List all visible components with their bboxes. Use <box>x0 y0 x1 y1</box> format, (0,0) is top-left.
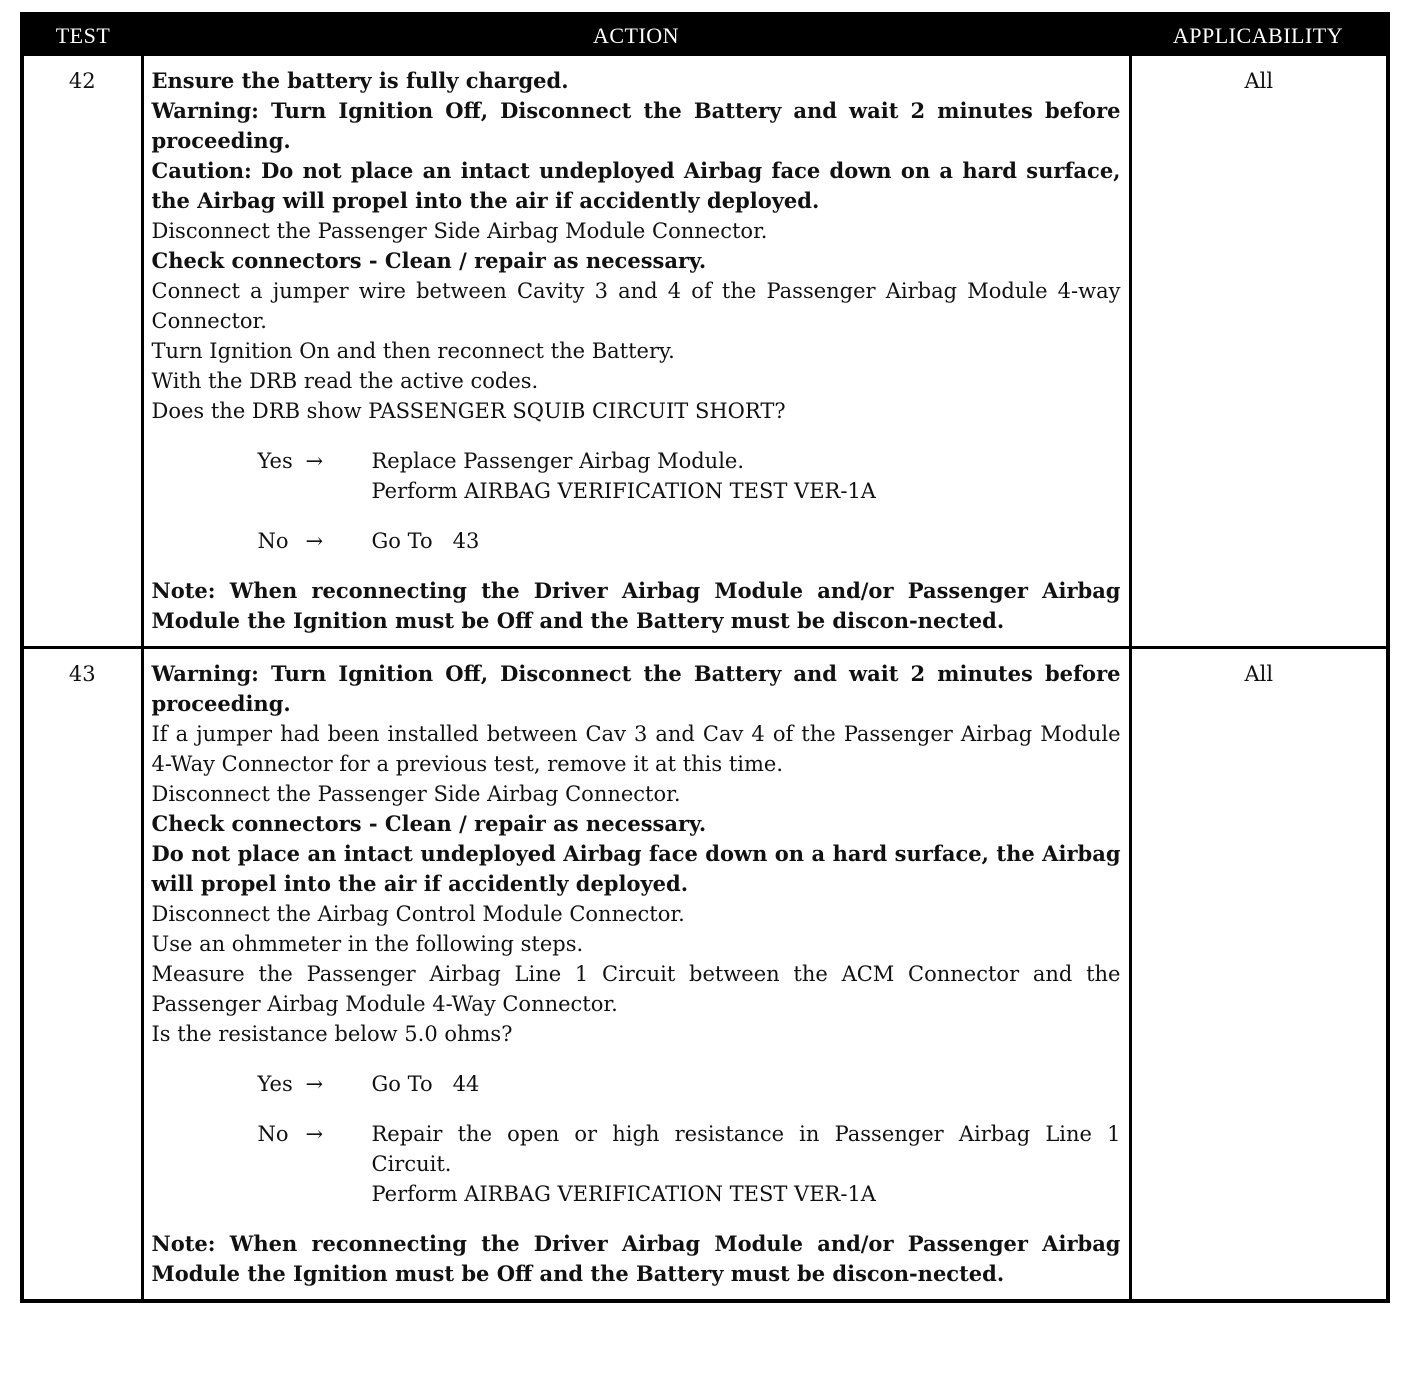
answer-body <box>372 446 1121 506</box>
answer-yes <box>258 1069 1121 1099</box>
action-cell <box>142 648 1130 1302</box>
answer-key: No <box>257 1122 289 1146</box>
action-line: If a jumper had been installed between Cav 3 and Cav 4 of the Passenger Airbag Module 4-Way Connector for a previous test, remove it at this time. <box>151 722 1121 776</box>
arrow-icon: → <box>305 529 324 553</box>
answer-body <box>372 526 1121 556</box>
answer-line: Perform AIRBAG VERIFICATION TEST VER-1A <box>371 1182 876 1206</box>
action-line: Disconnect the Passenger Side Airbag Module Connector. <box>151 219 768 243</box>
test-procedure-table-container <box>20 12 1386 1303</box>
action-line: Ensure the battery is fully charged. <box>151 68 569 93</box>
check-connectors-line: Check connectors - Clean / repair as necessary. <box>151 811 707 836</box>
question-line: Does the DRB show PASSENGER SQUIB CIRCUIT SHORT? <box>151 399 786 423</box>
action-line: Disconnect the Airbag Control Module Connector. <box>151 902 685 926</box>
answer-no <box>258 526 1121 556</box>
applicability-value: All <box>1130 648 1388 1302</box>
question-line: Is the resistance below 5.0 ohms? <box>151 1022 513 1046</box>
arrow-icon: → <box>305 1122 324 1146</box>
note-line: Note: When reconnecting the Driver Airbag Module and/or Passenger Airbag Module the Ignition must be Off and the Battery must be discon-nected. <box>151 578 1121 633</box>
answer-line: Go To 43 <box>371 529 480 553</box>
test-row-43 <box>22 648 1388 1302</box>
warning-line: Warning: Turn Ignition Off, Disconnect the Battery and wait 2 minutes before proceeding. <box>151 98 1121 153</box>
test-procedure-table <box>20 12 1390 1303</box>
answer-body <box>372 1119 1121 1209</box>
header-action: ACTION <box>142 14 1130 56</box>
action-line: Use an ohmmeter in the following steps. <box>151 932 584 956</box>
answer-body <box>372 1069 1121 1099</box>
action-line: With the DRB read the active codes. <box>151 369 539 393</box>
check-connectors-line: Check connectors - Clean / repair as necessary. <box>151 248 707 273</box>
answer-no <box>258 1119 1121 1209</box>
arrow-icon: → <box>305 1072 324 1096</box>
arrow-icon: → <box>305 449 324 473</box>
test-row-42 <box>22 56 1388 648</box>
header-applicability: APPLICABILITY <box>1130 14 1388 56</box>
caution-line: Caution: Do not place an intact undeployed Airbag face down on a hard surface, the Airbag will propel into the air if accidently deployed. <box>151 158 1121 213</box>
note-line: Note: When reconnecting the Driver Airbag Module and/or Passenger Airbag Module the Ignition must be Off and the Battery must be discon-nected. <box>151 1231 1121 1286</box>
answer-key: Yes <box>257 1072 293 1096</box>
caution-line: Do not place an intact undeployed Airbag face down on a hard surface, the Airbag will propel into the air if accidently deployed. <box>151 841 1121 896</box>
test-number: 43 <box>22 648 142 1302</box>
applicability-value: All <box>1130 56 1388 648</box>
answer-key: No <box>257 529 289 553</box>
action-cell <box>142 56 1130 648</box>
action-line: Turn Ignition On and then reconnect the Battery. <box>151 339 675 363</box>
answer-line: Repair the open or high resistance in Passenger Airbag Line 1 Circuit. <box>371 1122 1121 1176</box>
action-line: Measure the Passenger Airbag Line 1 Circuit between the ACM Connector and the Passenger Airbag Module 4-Way Connector. <box>151 962 1121 1016</box>
answer-line: Replace Passenger Airbag Module. <box>371 449 745 473</box>
answer-key: Yes <box>257 449 293 473</box>
test-number: 42 <box>22 56 142 648</box>
answer-line: Go To 44 <box>371 1072 480 1096</box>
answer-line: Perform AIRBAG VERIFICATION TEST VER-1A <box>371 479 876 503</box>
action-line: Connect a jumper wire between Cavity 3 and 4 of the Passenger Airbag Module 4-way Connector. <box>151 279 1121 333</box>
warning-line: Warning: Turn Ignition Off, Disconnect the Battery and wait 2 minutes before proceeding. <box>151 661 1121 716</box>
action-line: Disconnect the Passenger Side Airbag Connector. <box>151 782 681 806</box>
answer-yes <box>258 446 1121 506</box>
header-row <box>22 14 1388 56</box>
header-test: TEST <box>22 14 142 56</box>
